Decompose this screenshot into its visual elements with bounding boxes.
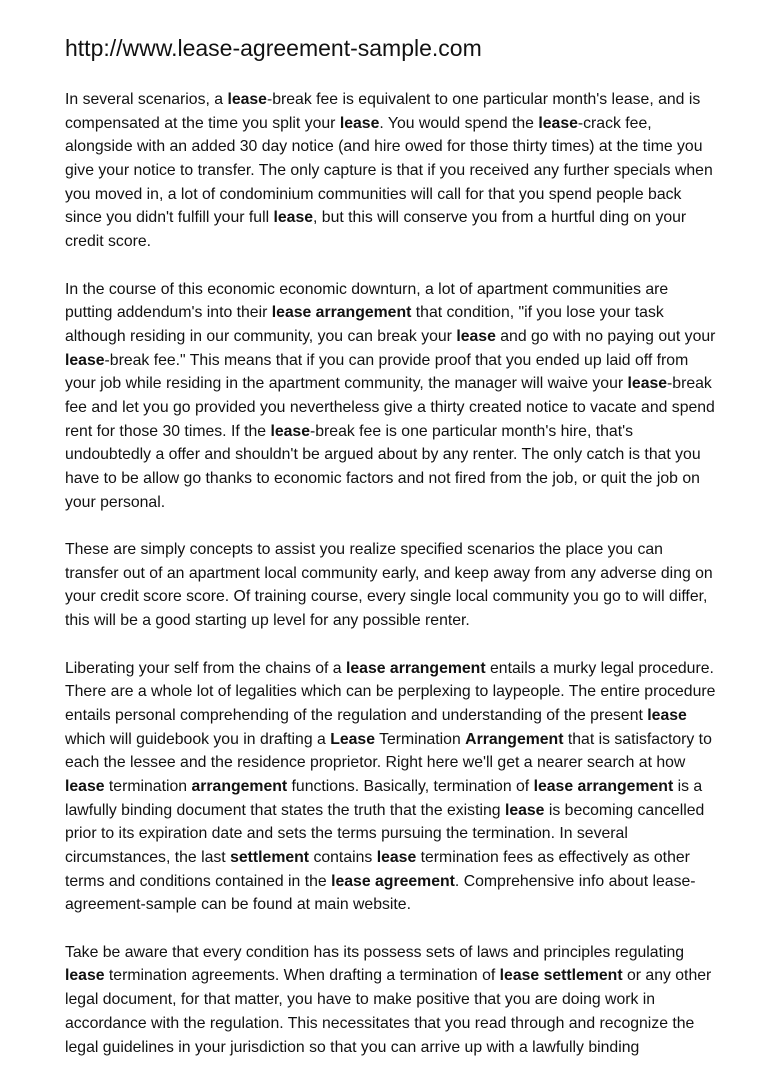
text-line [65,230,705,254]
bold-keyword: Arrangement [465,730,564,748]
text-line [65,396,715,420]
text-line [65,657,714,681]
text-segment: that is satisfactory to [563,730,712,748]
text-segment: alongside with an added 30 day notice (and hire owed for those thirty times) at the time you [65,138,703,156]
text-segment: which will guidebook you in drafting a [65,730,331,748]
text-segment: compensated at the time you split your [65,114,340,132]
bold-keyword: settlement [230,849,310,866]
text-segment: fee and let you go provided you nevertheless give a thirty created notice to vacate and spend [65,398,715,416]
text-segment: There are a whole lot of legalities which can be perplexing to laypeople. The entire procedure [65,683,716,701]
text-segment: agreement-sample can be found at main website. [65,896,411,914]
text-line [65,609,705,633]
text-segment: transfer out of an apartment local community early, and keep away from any adverse ding on [65,564,713,582]
bold-keyword: lease arrangement [345,659,486,677]
text-segment: Termination [375,730,466,748]
text-line [65,704,705,728]
text-segment: lawfully binding document that states the truth that the existing [65,801,505,819]
text-segment: credit score. [65,233,152,251]
text-line [65,183,705,207]
paragraph [65,278,716,515]
text-segment: -break [667,375,712,393]
bold-keyword: lease [65,967,105,985]
text-segment: this will be a good starting up level for any possible renter. [65,612,470,630]
text-segment: -break fee is one particular month's hire, that's [310,422,634,440]
paragraph [65,941,712,1059]
text-segment: Liberating your self from the chains of a [65,659,346,677]
text-segment: In several scenarios, a [65,91,228,108]
text-segment: -break fee." This means that if you can provide proof that you ended up laid off from [104,351,689,369]
text-segment: legal guidelines in your jurisdiction so that you can arrive up with a lawfully binding [65,1038,640,1056]
text-line [65,301,705,325]
bold-keyword: arrangement [191,777,288,795]
text-segment: is a [673,777,703,795]
text-segment: -break fee is equivalent to one particular month's lease, and is [266,91,701,108]
paragraph [65,538,713,633]
text-segment: . Comprehensive info about lease- [454,872,696,890]
text-line [65,88,705,112]
text-line [65,728,712,752]
paragraph-gap [65,254,705,278]
paragraph [65,88,713,254]
text-segment: These are simply concepts to assist you realize specified scenarios the place you can [65,541,663,559]
text-segment: rent for those 30 times. If the [65,422,271,440]
text-segment: undoubtedly a offer and shouldn't be argued about by any renter. The only catch is that you [65,446,701,464]
bold-keyword: lease [65,351,105,369]
page-url-header: http://www.lease-agreement-sample.com [65,35,482,61]
text-segment: termination [104,777,192,795]
text-line [65,135,705,159]
bold-keyword: lease [376,849,417,866]
text-line [65,278,705,302]
text-segment: you moved in, a lot of condominium communities will call for that you spend people back [65,185,682,203]
bold-keyword: lease [270,422,310,440]
bold-keyword: lease [647,706,687,724]
text-segment: termination agreements. When drafting a termination of [104,967,500,985]
text-segment: and go with no paying out your [495,327,716,345]
text-segment: , but this will conserve you from a hurtful ding on your [313,209,687,227]
text-segment: contains [309,849,377,866]
text-line [65,1012,705,1036]
text-segment: Take be aware that every condition has its possess sets of laws and principles regulating [65,943,685,961]
text-line [65,467,705,491]
bold-keyword: lease [273,209,314,227]
text-segment: your personal. [65,493,166,511]
bold-keyword: lease [227,91,267,108]
document-body [65,88,716,1059]
text-segment: although residing in our community, you can break your [65,327,457,345]
text-line [65,443,705,467]
text-segment: entails personal comprehending of the regulation and understanding of the present [65,706,648,724]
text-line [65,964,712,988]
text-line [65,562,713,586]
text-line [65,799,705,823]
bold-keyword: lease [538,114,578,132]
text-segment: prior to its expiration date and sets the terms pursuing the termination. In several [65,825,628,843]
bold-keyword: lease agreement [331,872,455,890]
text-segment: accordance with the regulation. This necessitates that you read through and recognize the [65,1014,695,1032]
text-line [65,325,716,349]
bold-keyword: lease arrangement [533,777,674,795]
text-segment: terms and conditions contained in the [65,872,332,890]
text-segment: entails a murky legal procedure. [485,659,714,677]
text-segment: termination fees as effectively as other [416,849,690,866]
text-line [65,206,705,230]
text-segment: since you didn't fulfill your full [65,209,274,227]
text-segment: functions. Basically, termination of [287,777,534,795]
bold-keyword: lease [456,327,496,345]
bold-keyword: lease [339,114,380,132]
text-line [65,751,705,775]
text-line [65,349,705,373]
text-line [65,159,713,183]
text-line [65,420,705,444]
text-segment: In the course of this economic economic downturn, a lot of apartment communities are [65,280,669,298]
text-segment: have to be allow go thanks to economic factors and not fired from the job, or quit the job on [65,470,700,487]
text-segment: your job while residing in the apartment community, the manager will waive your [65,375,628,393]
text-line [65,893,705,917]
text-line [65,1036,705,1060]
bold-keyword: lease [65,777,105,795]
text-segment: -crack fee, [577,114,652,132]
text-segment: or any other [622,967,712,985]
text-segment: your credit score score. Of training course, every single local community you go to will differ, [65,588,708,606]
text-line [65,585,708,609]
text-line [65,870,705,894]
text-segment: putting addendum's into their [65,304,272,322]
text-segment: that condition, "if you lose your task [411,304,664,322]
paragraph-gap [65,917,705,941]
text-line [65,846,705,870]
paragraph-gap [65,633,705,657]
text-segment: is becoming cancelled [544,801,705,819]
paragraph [65,657,716,918]
text-line [65,491,705,515]
text-segment: circumstances, the last [65,849,231,866]
text-segment: each the lessee and the residence proprietor. Right here we'll get a nearer search at how [65,754,686,772]
bold-keyword: lease settlement [499,967,623,985]
text-segment: . You would spend the [379,114,539,132]
text-line [65,372,712,396]
text-segment: give your notice to transfer. The only capture is that if you received any further specials when [65,162,713,180]
text-line [65,538,705,562]
text-line [65,775,705,799]
paragraph-gap [65,514,705,538]
text-line [65,941,705,965]
bold-keyword: lease [627,375,668,393]
bold-keyword: lease arrangement [271,304,412,322]
text-segment: legal document, for that matter, you have to make positive that you are doing work in [65,991,656,1009]
text-line [65,822,705,846]
text-line [65,988,705,1012]
text-line [65,680,716,704]
bold-keyword: Lease [330,730,375,748]
bold-keyword: lease [504,801,545,819]
text-line [65,112,705,136]
